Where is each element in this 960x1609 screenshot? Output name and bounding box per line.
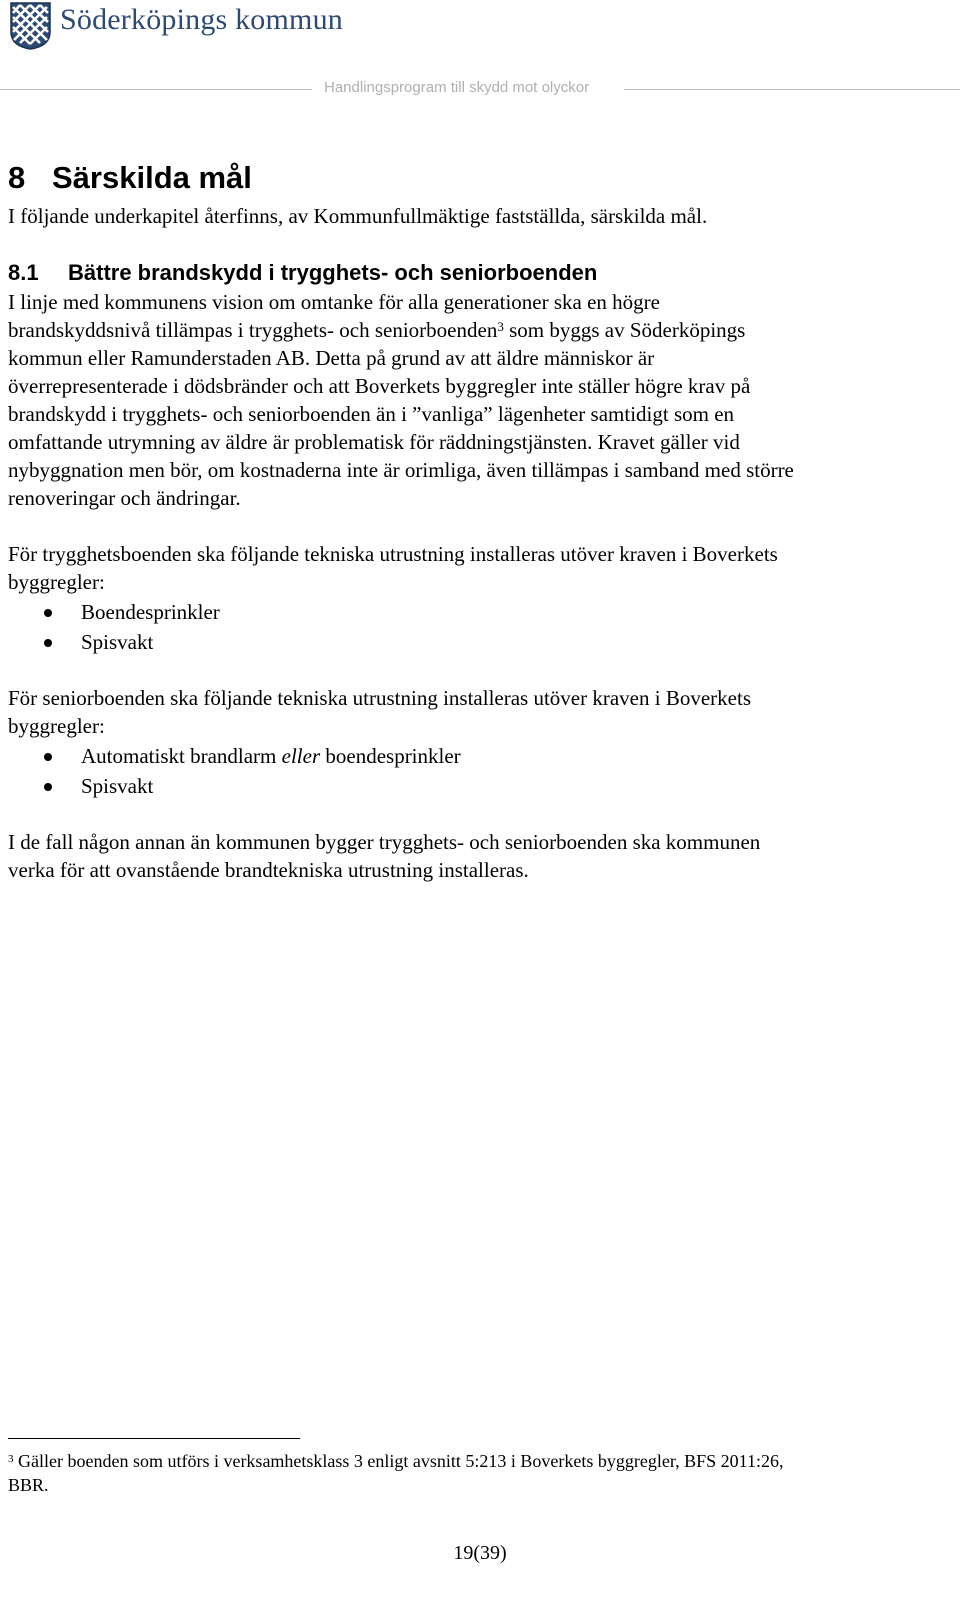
section-number: 8 [8, 160, 26, 195]
footnote-line: $^3$ Gäller boenden som utförs i verksamhetsklass 3 enligt avsnitt 5:213 i Boverkets byggregler, BFS 2011:26, [8, 1451, 784, 1471]
footnote-reference[interactable]: 3 [497, 319, 504, 334]
paragraph-line: kommun eller Ramunderstaden AB. Detta på grund av att äldre människor är [8, 346, 655, 370]
paragraph-line: byggregler: [8, 714, 105, 738]
subsection-title: Bättre brandskydd i trygghets- och seniorboenden [68, 260, 598, 285]
list-item: Spisvakt [81, 774, 154, 798]
list-item: Boendesprinkler [81, 600, 220, 624]
list-item: Spisvakt [81, 630, 154, 654]
paragraph-line: renoveringar och ändringar. [8, 486, 241, 510]
bullet-icon [44, 609, 52, 617]
paragraph-line: För seniorboenden ska följande tekniska utrustning installeras utöver kraven i Boverkets [8, 686, 751, 710]
footnote-line: BBR. [8, 1475, 49, 1495]
bullet-icon [44, 783, 52, 791]
list-item: Automatiskt brandlarm eller boendesprinkler [81, 744, 461, 768]
footnote-marker: 3 [8, 1453, 14, 1465]
paragraph-line: verka för att ovanstående brandtekniska utrustning installeras. [8, 858, 529, 882]
section-intro: I följande underkapitel återfinns, av Kommunfullmäktige fastställda, särskilda mål. [8, 204, 708, 228]
paragraph-line: I de fall någon annan än kommunen bygger trygghets- och seniorboenden ska kommunen [8, 830, 761, 854]
coat-of-arms-icon [10, 2, 51, 50]
subsection-number: 8.1 [8, 260, 39, 285]
bullet-icon [44, 753, 52, 761]
paragraph-line: överrepresenterade i dödsbränder och att Boverkets byggregler inte ställer högre krav på [8, 374, 751, 398]
section-title: Särskilda mål [52, 160, 252, 195]
bullet-icon [44, 639, 52, 647]
document-title: Handlingsprogram till skydd mot olyckor [324, 79, 590, 96]
header-rule-left [0, 89, 312, 90]
header-rule-right [624, 89, 960, 90]
paragraph-line: För trygghetsboenden ska följande tekniska utrustning installeras utöver kraven i Boverkets [8, 542, 778, 566]
section-heading [8, 160, 252, 196]
paragraph-line: brandskyddsnivå tillämpas i trygghets- och seniorboenden$^3$ som byggs av Söderköpings [8, 318, 746, 342]
paragraph-line: I linje med kommunens vision om omtanke för alla generationer ska en högre [8, 290, 660, 314]
brand-name: Söderköpings kommun [60, 3, 343, 36]
paragraph-line: nybyggnation men bör, om kostnaderna inte är orimliga, även tillämpas i samband med större [8, 458, 794, 482]
subsection-heading [8, 260, 597, 286]
page-number: 19(39) [453, 1542, 507, 1564]
paragraph-line: omfattande utrymning av äldre är problematisk för räddningstjänsten. Kravet gäller vid [8, 430, 740, 454]
paragraph-line: brandskydd i trygghets- och seniorboenden än i ”vanliga” lägenheter samtidigt som en [8, 402, 735, 426]
paragraph-line: byggregler: [8, 570, 105, 594]
footnote-separator [8, 1438, 300, 1439]
